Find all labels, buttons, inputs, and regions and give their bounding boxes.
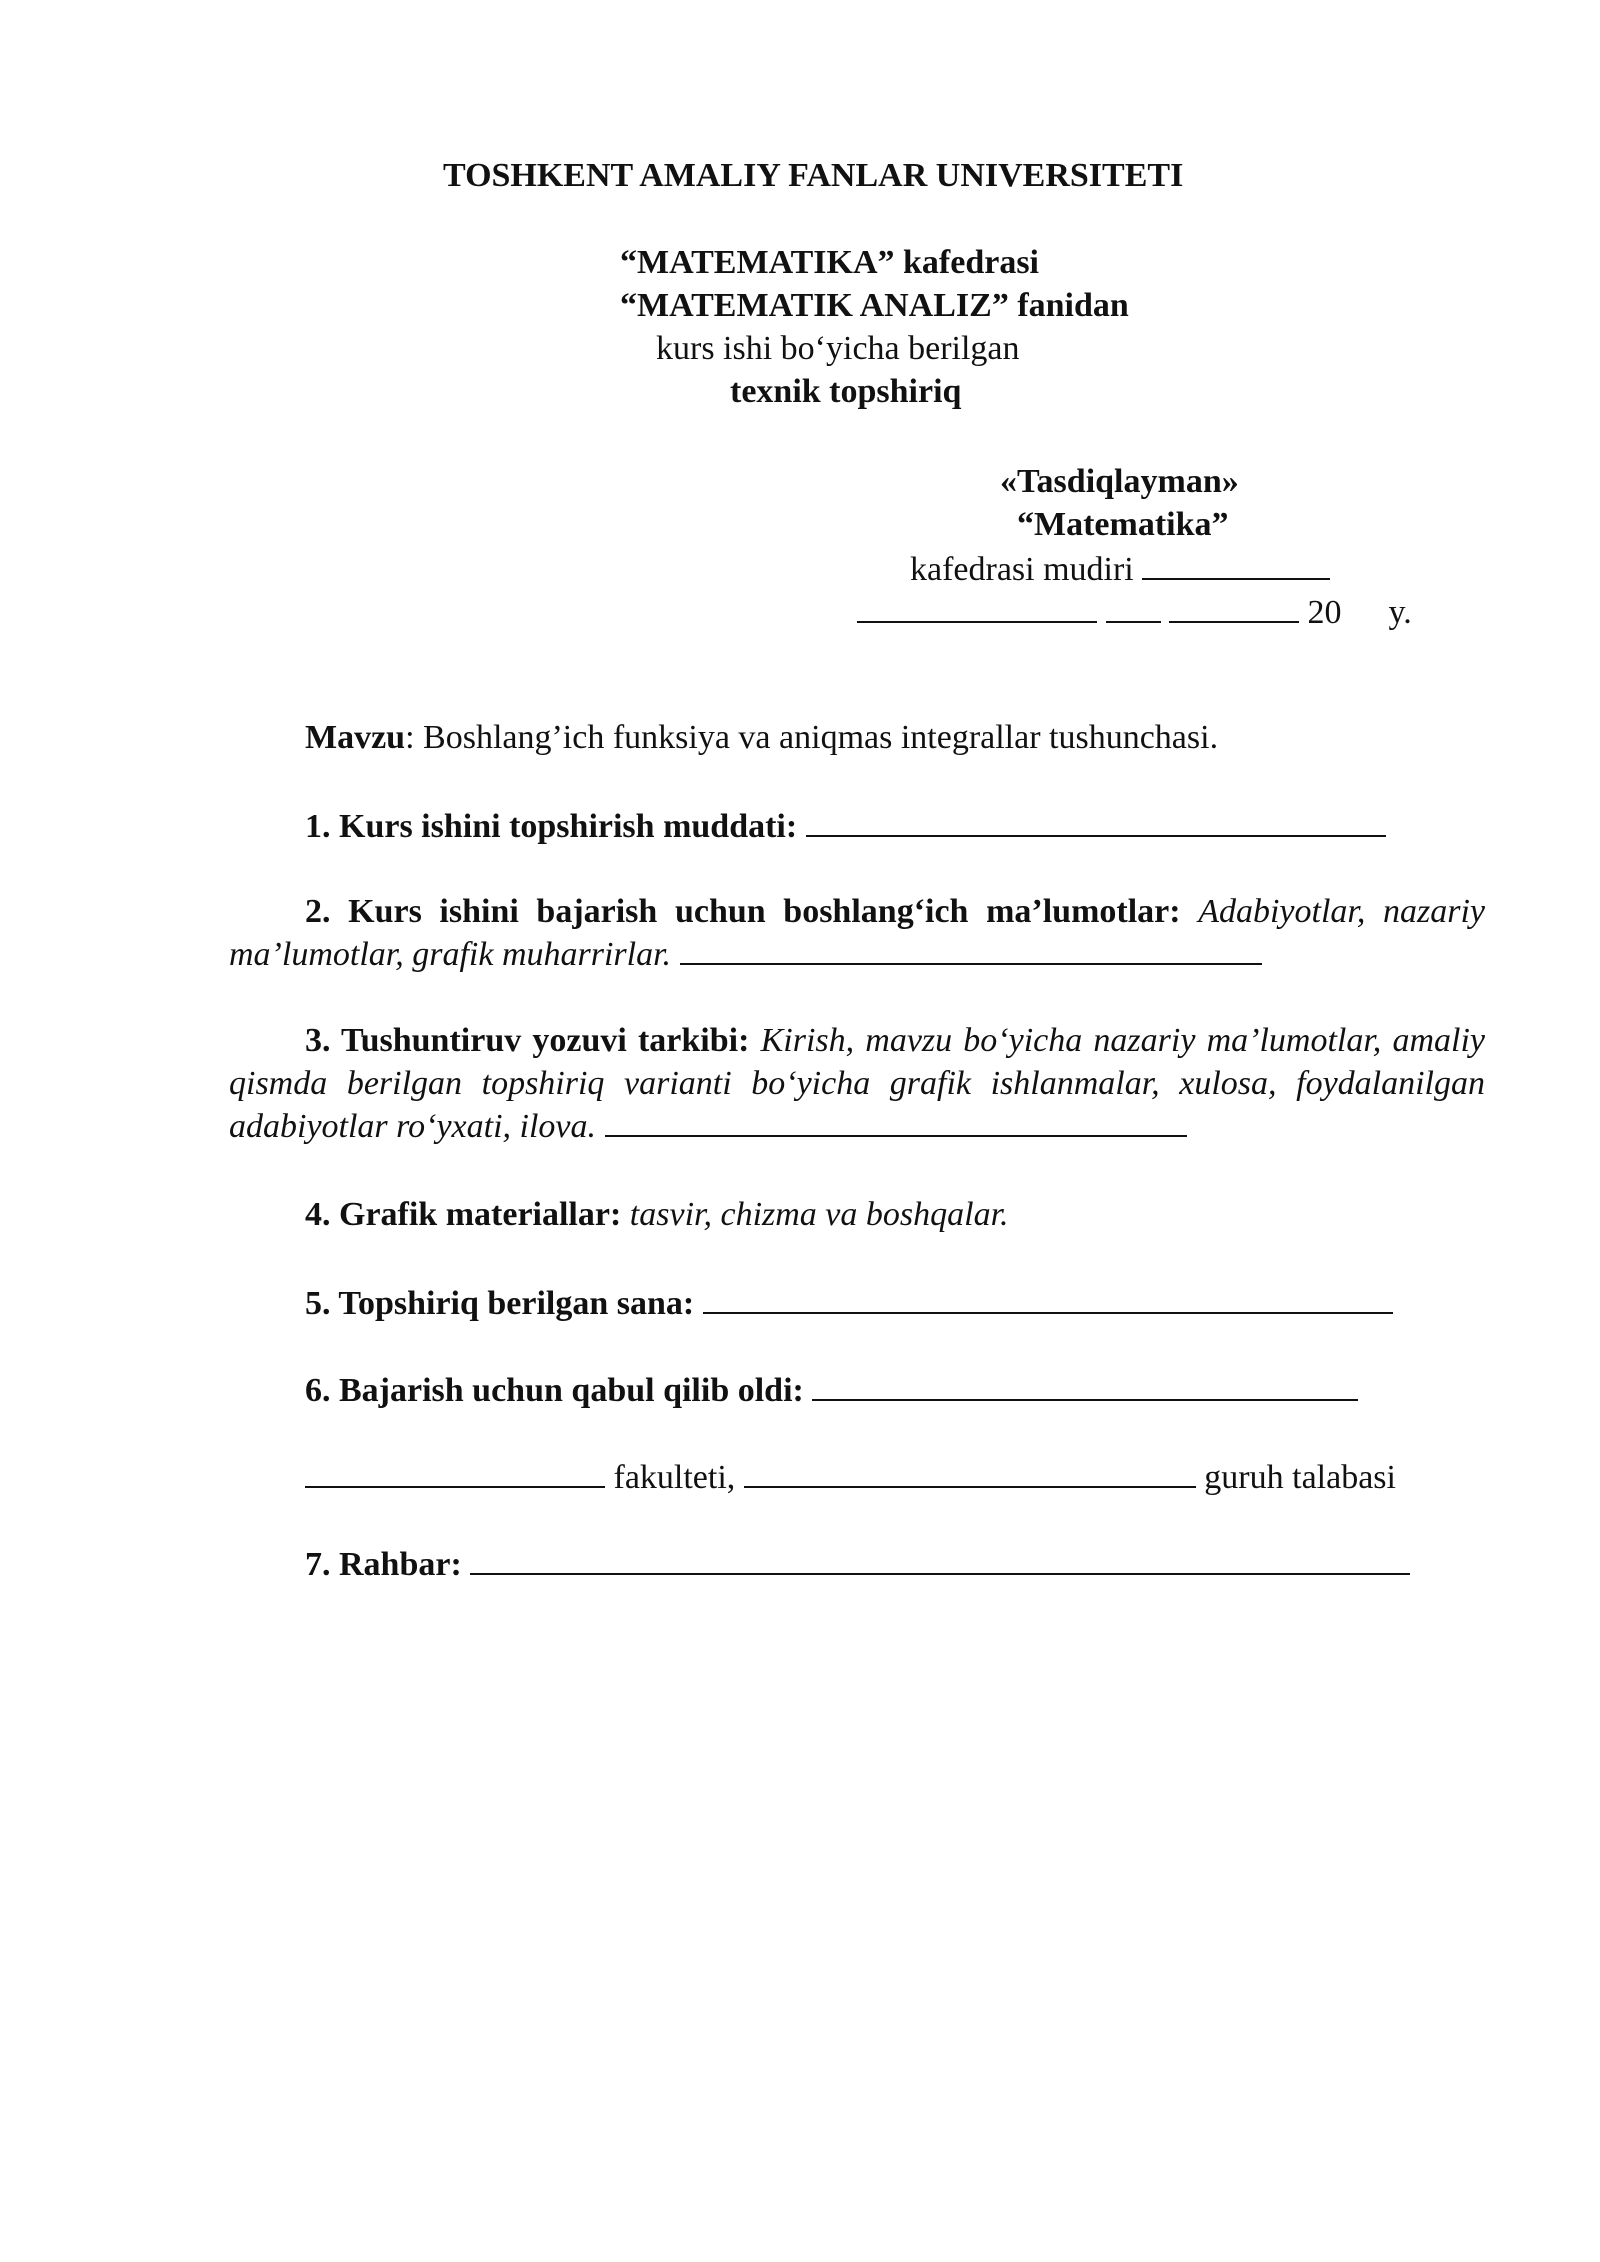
head-label: kafedrasi mudiri <box>910 551 1134 588</box>
date-blank-day <box>1106 591 1161 623</box>
subject-title: “MATEMATIK ANALIZ” fanidan <box>620 287 1129 324</box>
item-issue-date <box>305 1282 1393 1324</box>
subtitle: kurs ishi bo‘yicha berilgan <box>656 330 1020 367</box>
date-blank-month <box>857 591 1097 623</box>
topic-line <box>305 718 1218 758</box>
group-blank <box>744 1456 1196 1488</box>
item-4-text: tasvir, chizma va boshqalar. <box>629 1196 1009 1233</box>
item-2-text: Adabiyotlar, nazariy ma’lumotlar, grafik muharrirlar. <box>229 893 1485 973</box>
document-type: texnik topshiriq <box>730 373 962 410</box>
item-4-label: 4. Grafik materiallar: <box>305 1196 622 1233</box>
issue-date-blank <box>703 1282 1393 1314</box>
date-blank-year <box>1169 591 1299 623</box>
item-supervisor <box>305 1543 1410 1585</box>
item-7-label: 7. Rahbar: <box>305 1546 462 1583</box>
faculty-blank <box>305 1456 605 1488</box>
item-initial-data <box>229 890 1485 976</box>
faculty-label: fakulteti, <box>613 1459 736 1496</box>
year-prefix: 20 <box>1307 594 1342 631</box>
item-deadline <box>305 805 1386 847</box>
signature-blank <box>1142 548 1330 580</box>
item-structure <box>229 1019 1485 1148</box>
approval-department: “Matematika” <box>1017 506 1229 543</box>
year-suffix: y. <box>1388 594 1412 631</box>
item-accepted <box>305 1369 1358 1411</box>
initial-data-blank <box>680 933 1262 965</box>
item-5-label: 5. Topshiriq berilgan sana: <box>305 1285 695 1322</box>
item-2-label: 2. Kurs ishini bajarish uchun boshlang‘ich ma’lumotlar: <box>305 893 1181 930</box>
department-title: “MATEMATIKA” kafedrasi <box>620 244 1040 281</box>
item-3-text: Kirish, mavzu bo‘yicha nazariy ma’lumotlar, amaliy qismda berilgan topshiriq varianti bo‘yicha grafik ishlanmalar, xulosa, foydalanilgan adabiyotlar ro‘yxati, ilova. <box>229 1022 1485 1145</box>
approval-title: «Tasdiqlayman» <box>1000 463 1239 500</box>
item-graphics <box>305 1195 1009 1235</box>
approval-head-line <box>910 548 1330 590</box>
item-1-label: 1. Kurs ishini topshirish muddati: <box>305 808 798 845</box>
approval-date-line <box>857 591 1412 633</box>
item-6-label: 6. Bajarish uchun qabul qilib oldi: <box>305 1372 804 1409</box>
structure-blank <box>605 1105 1187 1137</box>
topic-text: : Boshlang’ich funksiya va aniqmas integrallar tushunchasi. <box>405 719 1219 756</box>
group-label: guruh talabasi <box>1204 1459 1396 1496</box>
deadline-blank <box>806 805 1386 837</box>
topic-label: Mavzu <box>305 719 406 756</box>
item-3-label: 3. Tushuntiruv yozuvi tarkibi: <box>305 1022 750 1059</box>
student-line <box>305 1456 1396 1498</box>
university-title: TOSHKENT AMALIY FANLAR UNIVERSITETI <box>443 157 1184 194</box>
accepted-blank <box>812 1369 1358 1401</box>
supervisor-blank <box>470 1543 1410 1575</box>
